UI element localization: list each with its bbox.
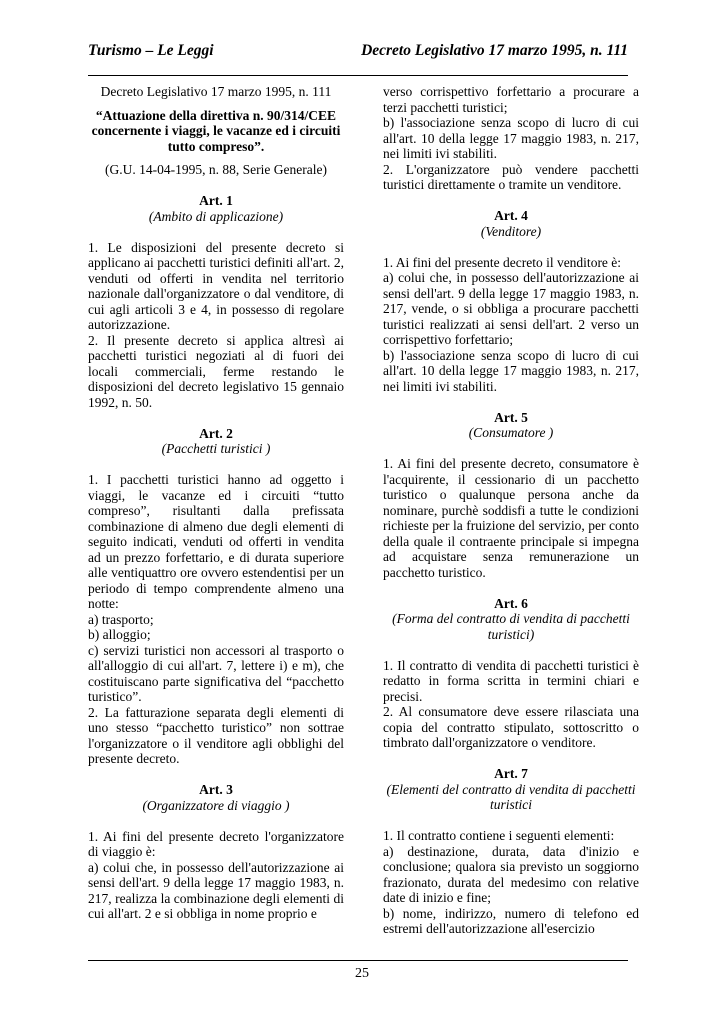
art1-subtitle: (Ambito di applicazione) xyxy=(148,208,284,224)
footer-rule xyxy=(88,960,628,961)
left-column xyxy=(88,84,344,922)
art5-subtitle: (Consumatore ) xyxy=(468,425,554,440)
page-number: 25 xyxy=(355,966,369,981)
art3-subtitle: (Organizzatore di viaggio ) xyxy=(142,797,290,813)
header-left-title: Turismo – Le Leggi xyxy=(88,42,214,59)
art6-paragraph-1: 1. Il contratto di vendita di pacchetti turistici è redatto in forma scritta in termini chiari e precisi. xyxy=(383,657,639,704)
art4-paragraph-1: 1. Ai fini del presente decreto il venditore è: xyxy=(383,254,622,270)
art2-paragraph-2: 2. La fatturazione separata degli elementi di uno stesso “pacchetto turistico” non sottrae l'organizzatore o il venditore agli obblighi del presente decreto. xyxy=(88,704,344,766)
art3-item-a-continued: verso corrispettivo forfettario a procurare a terzi pacchetti turistici; xyxy=(383,84,639,115)
art5-title: Art. 5 xyxy=(494,409,528,425)
art7-item-b: b) nome, indirizzo, numero di telefono ed estremi dell'autorizzazione all'esercizio xyxy=(383,905,639,936)
art6-title: Art. 6 xyxy=(494,595,528,611)
art1-title: Art. 1 xyxy=(199,193,233,208)
art1-paragraph-1: 1. Le disposizioni del presente decreto si applicano ai pacchetti turistici definiti all'art. 2, venduti od offerti in vendita nel territorio nazionale dall'organizzatore o dal venditore, di cui agli articoli 3 e 4, in possesso di regolare autorizzazione. xyxy=(88,239,344,332)
art6-subtitle: (Forma del contratto di vendita di pacchetti turistici) xyxy=(392,611,630,642)
art2-paragraph-1: 1. I pacchetti turistici hanno ad oggetto i viaggi, le vacanze ed i circuiti “tutto compreso”, risultanti dalla prefissata combinazione di almeno due degli elementi di seguito indicati, venduti od offerti in vendita ad un prezzo forfettario, e di durata superiore alle ventiquattro ore ovvero estendentisi per un periodo di tempo comprendente almeno una notte: xyxy=(88,472,344,611)
art7-title: Art. 7 xyxy=(494,766,528,781)
header-rule xyxy=(88,75,628,76)
header-right-title: Decreto Legislativo 17 marzo 1995, n. 111 xyxy=(361,42,628,59)
doc-title: “Attuazione della direttiva n. 90/314/CEE concernente i viaggi, le vacanze ed i circuiti tutto compreso”. xyxy=(91,107,341,154)
art6-paragraph-2: 2. Al consumatore deve essere rilasciata una copia del contratto stipulato, sottoscritto o timbrato dall'organizzatore o venditore. xyxy=(383,704,639,750)
art3-item-a: a) colui che, in possesso dell'autorizzazione ai sensi dell'art. 9 della legge 17 maggio 1983, n. 217, realizza la combinazione degli elementi di cui all'art. 2 e si obbliga in nome proprio e xyxy=(88,859,344,921)
art2-item-b: b) alloggio; xyxy=(88,627,151,642)
right-column xyxy=(383,84,639,937)
art3-paragraph-2: 2. L'organizzatore può vendere pacchetti turistici direttamente o tramite un venditore. xyxy=(383,161,639,192)
art4-item-b: b) l'associazione senza scopo di lucro di cui all'art. 10 della legge 17 maggio 1983, n. 217, nei limiti ivi stabiliti. xyxy=(383,347,639,394)
doc-reference: Decreto Legislativo 17 marzo 1995, n. 111 xyxy=(100,84,332,99)
art3-title: Art. 3 xyxy=(199,782,233,797)
art7-item-a: a) destinazione, durata, data d'inizio e conclusione; qualora sia previsto un soggiorno frazionato, durata del medesimo con relative date di inizio e fine; xyxy=(383,843,639,905)
art4-title: Art. 4 xyxy=(494,208,528,223)
art2-item-c: c) servizi turistici non accessori al trasporto o all'alloggio di cui all'art. 7, lettere i) e m), che costituiscano parte significativa del “pacchetto turistico”. xyxy=(88,642,344,704)
art3-item-b: b) l'associazione senza scopo di lucro di cui all'art. 10 della legge 17 maggio 1983, n. 217, nei limiti ivi stabiliti. xyxy=(383,115,639,161)
art7-subtitle: (Elementi del contratto di vendita di pacchetti turistici xyxy=(386,781,636,812)
art3-paragraph-1: 1. Ai fini del presente decreto l'organizzatore di viaggio è: xyxy=(88,828,344,859)
art7-paragraph-1: 1. Il contratto contiene i seguenti elementi: xyxy=(383,828,615,843)
running-header xyxy=(88,42,636,64)
art2-subtitle: (Pacchetti turistici ) xyxy=(161,441,271,456)
art4-subtitle: (Venditore) xyxy=(480,223,542,239)
gazette-reference: (G.U. 14-04-1995, n. 88, Serie Generale) xyxy=(105,162,327,177)
art2-title: Art. 2 xyxy=(199,425,233,441)
art2-item-a: a) trasporto; xyxy=(88,611,154,627)
art4-item-a: a) colui che, in possesso dell'autorizzazione ai sensi dell'art. 9 della legge 17 maggio 1983, n. 217, vende, o si obbliga a procurare pacchetti turistici realizzati ai sensi dell'art. 2 verso un corrispettivo forfettario; xyxy=(383,270,639,347)
art5-paragraph-1: 1. Ai fini del presente decreto, consumatore è l'acquirente, il cessionario di un pacchetto turistico o qualunque persona anche da nominare, purchè soddisfi a tutte le condizioni richieste per la fruizione del servizio, per conto della quale il contraente principale si impegna ad acquistare senza remunerazione un pacchetto turistico. xyxy=(383,456,639,580)
art1-paragraph-2: 2. Il presente decreto si applica altresì ai pacchetti turistici negoziati al di fuori dei locali commerciali, ferme restando le disposizioni del decreto legislativo 15 gennaio 1992, n. 50. xyxy=(88,332,344,410)
